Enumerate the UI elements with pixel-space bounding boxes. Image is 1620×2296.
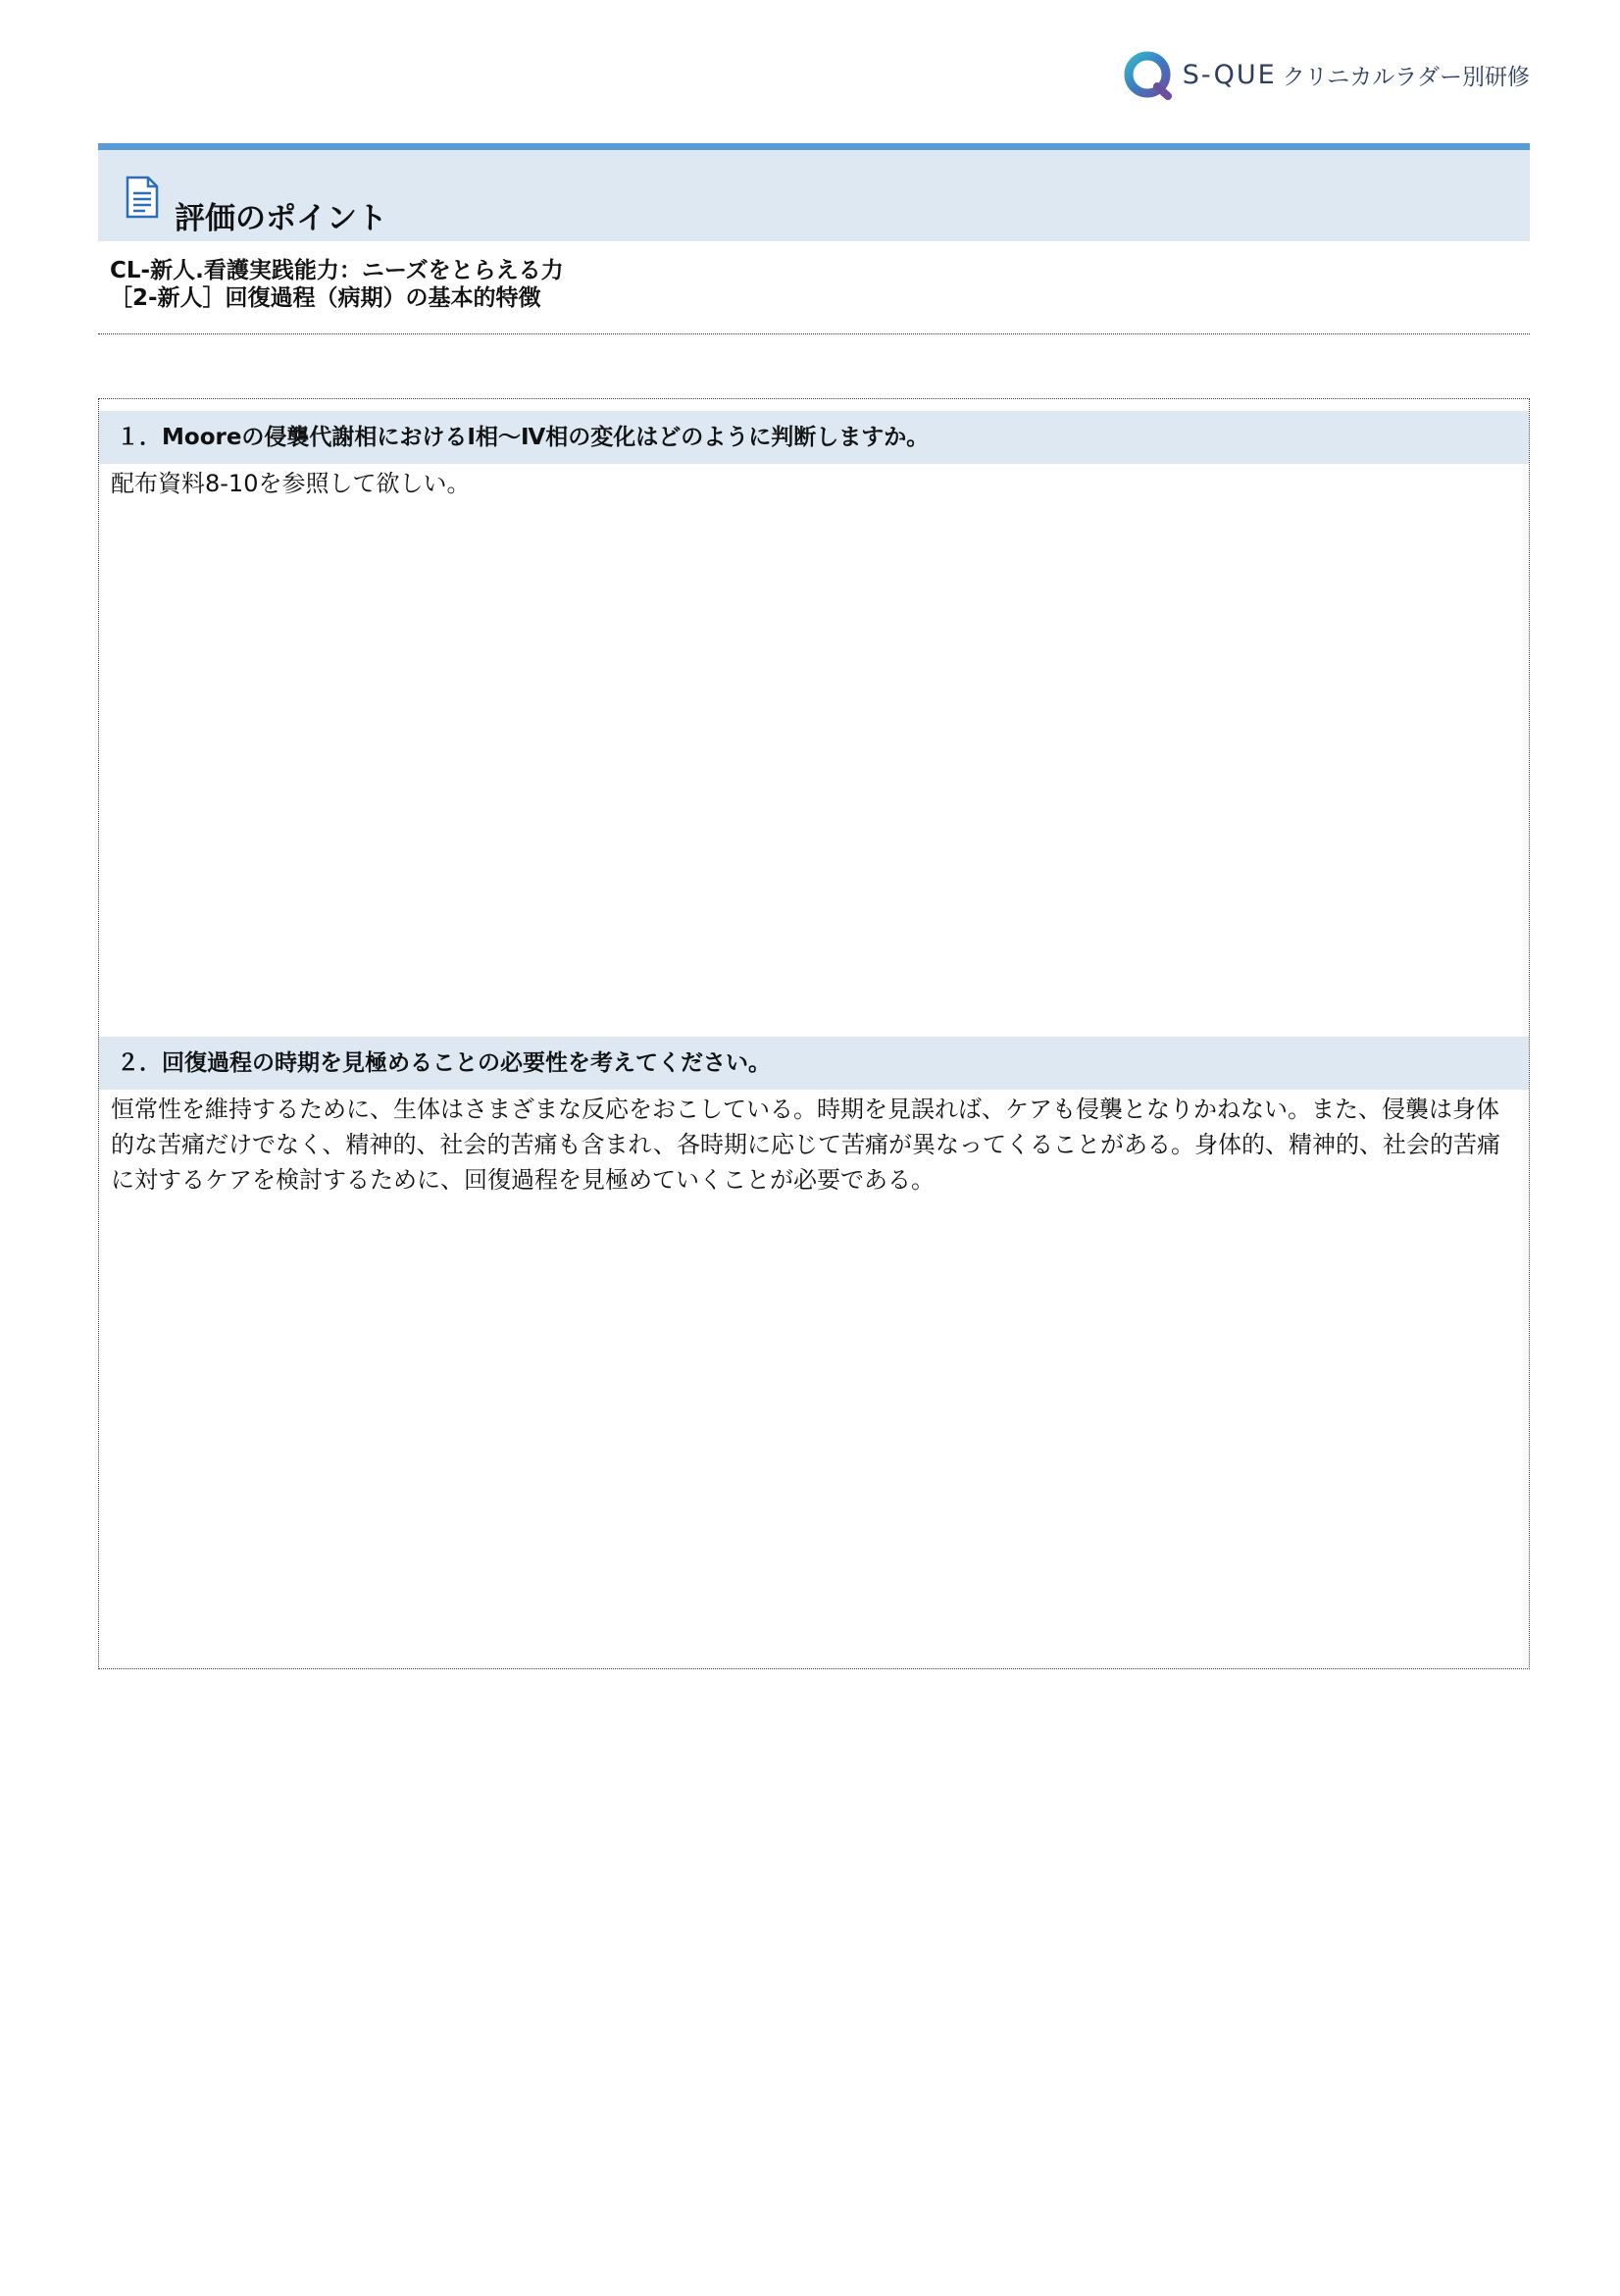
title-band (98, 143, 1530, 241)
page-title: 評価のポイント (175, 201, 387, 236)
subtitle-topic: ［2-新人］回復過程（病期）の基本的特徴 (110, 285, 541, 311)
brand-subtitle: クリニカルラダー別研修 (1282, 64, 1530, 90)
subtitle-block (110, 257, 1522, 312)
q-ring-logo-icon (1124, 49, 1175, 100)
answer-1-text: 配布資料8-10を参照して欲しい。 (111, 470, 471, 497)
answer-2-text: 恒常性を維持するために、生体はさまざまな反応をおこしている。時期を見誤れば、ケアも侵襲となりかねない。また、侵襲は身体的な苦痛だけでなく、精神的、社会的苦痛も含まれ、各時期に応じて苦痛が異なってくることがある。身体的、精神的、社会的苦痛に対するケアを検討するために、回復過程を見極めていくことが必要である。 (111, 1096, 1500, 1194)
brand-name: S-QUE (1182, 59, 1277, 90)
brand-header (1124, 45, 1530, 104)
subtitle-competency: CL-新人.看護実践能力：ニーズをとらえる力 (110, 258, 564, 283)
question-2-heading: ２．回復過程の時期を見極めることの必要性を考えてください。 (99, 1037, 1529, 1090)
qa-box (98, 398, 1530, 1669)
question-1-heading: １．Mooreの侵襲代謝相におけるⅠ相～Ⅳ相の変化はどのように判断しますか。 (99, 411, 1529, 464)
document-icon (126, 176, 159, 219)
divider (98, 333, 1530, 334)
